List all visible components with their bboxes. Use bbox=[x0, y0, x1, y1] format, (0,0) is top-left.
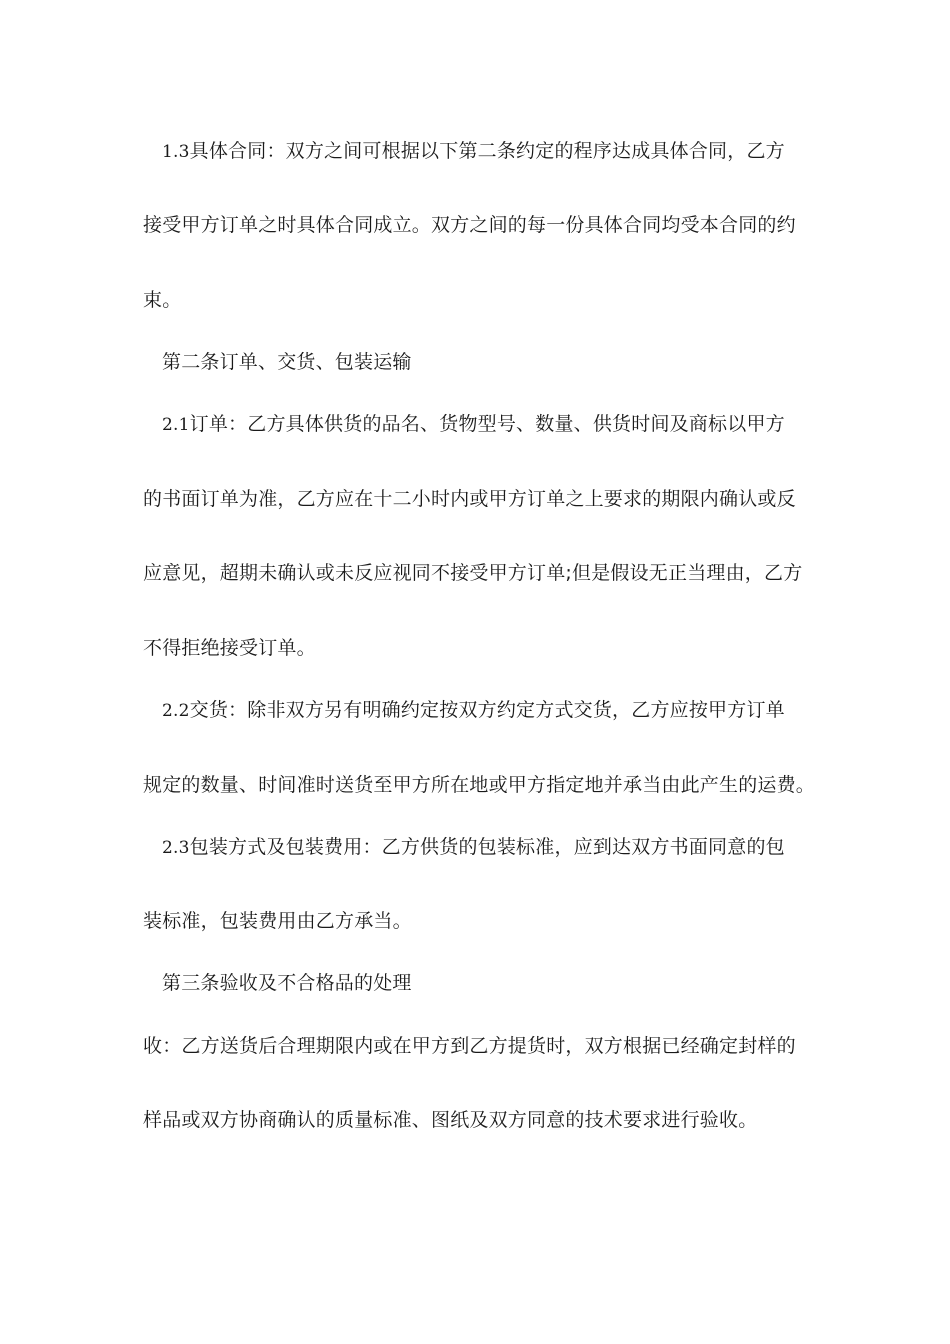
clause-2-2-line-2: 规定的数量、时间准时送货至甲方所在地或甲方指定地并承当由此产生的运费。 bbox=[143, 774, 816, 796]
article-3-heading: 第三条验收及不合格品的处理 bbox=[162, 972, 412, 994]
clause-text: 交货：除非双方另有明确约定按双方约定方式交货，乙方应按甲方订单 bbox=[189, 699, 785, 721]
clause-text: 具体合同：双方之间可根据以下第二条约定的程序达成具体合同，乙方 bbox=[189, 140, 785, 162]
clause-text: 订单：乙方具体供货的品名、货物型号、数量、供货时间及商标以甲方 bbox=[189, 413, 785, 435]
clause-1-3-line-2: 接受甲方订单之时具体合同成立。双方之间的每一份具体合同均受本合同的约 bbox=[143, 214, 796, 236]
clause-2-2-line-1 bbox=[162, 698, 785, 723]
clause-number: 2.1 bbox=[162, 415, 190, 435]
clause-number: 2.3 bbox=[162, 838, 190, 858]
clause-2-1-line-4: 不得拒绝接受订单。 bbox=[143, 637, 316, 659]
clause-number: 2.2 bbox=[162, 701, 190, 721]
clause-2-1-line-1 bbox=[162, 412, 785, 437]
clause-2-1-line-3: 应意见，超期未确认或未反应视同不接受甲方订单;但是假设无正当理由，乙方 bbox=[143, 562, 803, 584]
clause-text: 包装方式及包装费用：乙方供货的包装标准，应到达双方书面同意的包 bbox=[189, 836, 785, 858]
clause-1-3-line-3: 束。 bbox=[143, 289, 182, 311]
clause-3-line-2: 样品或双方协商确认的质量标准、图纸及双方同意的技术要求进行验收。 bbox=[143, 1109, 758, 1131]
clause-number: 1.3 bbox=[162, 142, 190, 162]
clause-1-3-line-1 bbox=[162, 139, 785, 164]
clause-2-1-line-2: 的书面订单为准，乙方应在十二小时内或甲方订单之上要求的期限内确认或反 bbox=[143, 488, 796, 510]
clause-2-3-line-1 bbox=[162, 835, 785, 860]
clause-2-3-line-2: 装标准，包装费用由乙方承当。 bbox=[143, 910, 412, 932]
clause-3-line-1: 收：乙方送货后合理期限内或在甲方到乙方提货时，双方根据已经确定封样的 bbox=[143, 1035, 796, 1057]
article-2-heading: 第二条订单、交货、包装运输 bbox=[162, 351, 412, 373]
